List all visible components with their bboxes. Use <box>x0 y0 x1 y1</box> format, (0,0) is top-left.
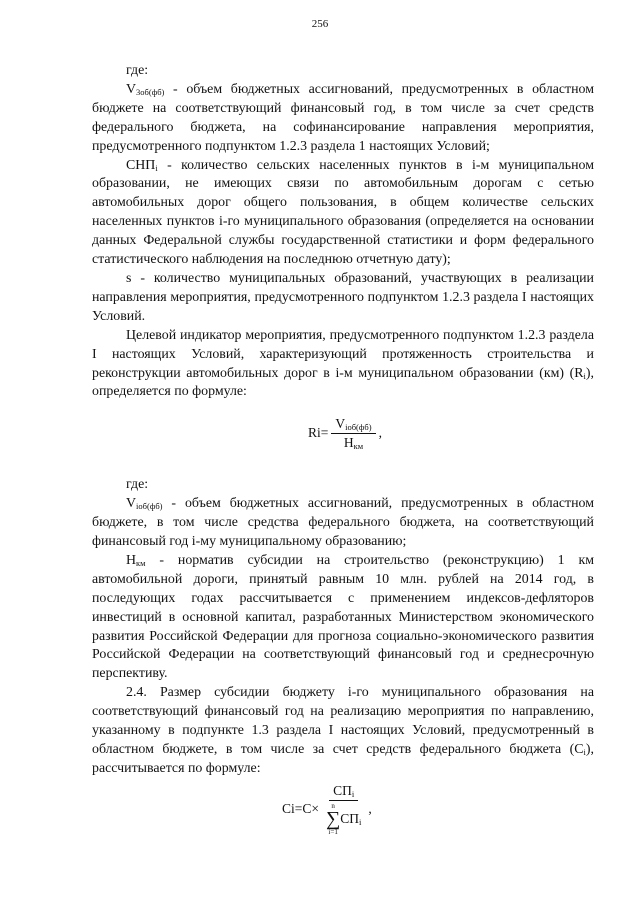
target-text-a: Целевой индикатор мероприятия, предусмотренного подпунктом 1.2.3 раздела I настоящих Условий, характеризующий протяженность строительства и реконструкции автомобильных дорог в i-м муниципальном образовании (км) (R <box>92 327 594 381</box>
formula-ci-den-sym: СП <box>340 810 360 826</box>
formula-ri-fraction <box>331 416 375 451</box>
definition-snp <box>92 157 594 270</box>
var-v3ob: V <box>126 81 137 97</box>
summation-icon <box>326 802 340 836</box>
formula-ri-num-sub: iоб(фб) <box>345 422 372 433</box>
formula-ci-block <box>92 779 594 853</box>
var-nkm-sub: км <box>136 557 146 568</box>
var-vi: V <box>126 496 137 512</box>
definition-vi <box>92 495 594 552</box>
sum-upper-limit: n <box>331 801 335 810</box>
sum-lower-limit: i=1 <box>328 827 338 836</box>
p24-sub: i <box>583 747 586 757</box>
formula-ri-numerator <box>331 416 375 434</box>
formula-ri-tail: , <box>378 425 382 441</box>
formula-ri-den-sym: Н <box>343 435 354 451</box>
target-sub: i <box>583 370 586 381</box>
definition-vi-text: - объем бюджетных ассигнований, предусмотренных в областном бюджете, в том числе средства федерального бюджета, на соответствующий финансовый год i-му муниципальному образованию; <box>92 496 594 550</box>
var-nkm: Н <box>126 552 137 568</box>
var-snp-sub: i <box>155 162 158 173</box>
definition-s: s - количество муниципальных образований, участвующих в реализации направления мероприятия, предусмотренного подпунктом 1.2.3 раздела I настоящих Условий. <box>92 270 594 324</box>
formula-ci-lhs: Ci=C× <box>282 800 319 816</box>
formula-ci-numerator <box>329 783 358 801</box>
var-vi-sub: iоб(фб) <box>136 501 163 512</box>
formula-ci-denominator <box>322 801 365 836</box>
var-snp: СНП <box>126 157 156 173</box>
p24-text-b: ), рассчитывается по формуле: <box>92 742 594 776</box>
formula-ri-block <box>92 402 594 476</box>
sum-symbol: ∑ <box>326 807 341 830</box>
definition-v3ob-text: - объем бюджетных ассигнований, предусмотренных в областном бюджете на соответствующий финансовый год, в том числе за счет средств федерального бюджета, на софинансирование направления мероприятия, предусмотренного подпунктом 1.2.3 раздела 1 настоящих Условий; <box>92 81 594 154</box>
page-number: 256 <box>311 18 329 30</box>
formula-ri-denominator <box>340 434 367 451</box>
where-label-2: где: <box>126 477 149 493</box>
formula-ri-num-sym: V <box>335 416 346 432</box>
definition-nkm <box>92 552 594 684</box>
paragraph-2-4 <box>92 684 594 779</box>
target-text-b: ), определяется по формуле: <box>92 365 594 400</box>
formula-ci-tail: , <box>368 800 372 816</box>
target-indicator-paragraph <box>92 327 594 403</box>
formula-ci-num-sym: СП <box>333 782 352 798</box>
definition-nkm-text: - норматив субсидии на строительство (реконструкцию) 1 км автомобильной дороги, принятый равным 10 млн. рублей на 2014 год, в последующих годах рассчитывается с применением индексов-дефляторов инвестиций в основной капитал, разработанных Министерством экономического развития Российской Федерации для прогноза социально-экономического развития Российской Федерации на соответствующий финансовый год и среднесрочную перспективу. <box>92 552 594 682</box>
definition-snp-text: - количество сельских населенных пунктов в i-м муниципальном образовании, не имеющих связи по автомобильным дорогам с сетью автомобильных дорог общего пользования, в общем количестве сельских населенных пунктов i-го муниципального образования (определяется на основании данных Федеральной службы государственной статистики и форм федерального статистического наблюдения на последнюю отчетную дату); <box>92 157 594 268</box>
where-label-1: где: <box>126 63 149 78</box>
p24-text-a: 2.4. Размер субсидии бюджету i-го муниципального образования на соответствующий финансовый год на реализацию мероприятия по направлению, указанному в подпункте 1.3 раздела I настоящих Условий, предусмотренный в областном бюджете, в том числе за счет средств федерального бюджета (С <box>92 685 594 757</box>
formula-ri-den-sub: км <box>353 441 364 452</box>
formula-ci-num-sub: i <box>351 788 355 799</box>
formula-ci-den-sub: i <box>359 816 362 827</box>
formula-ci <box>282 783 372 836</box>
document-body <box>92 62 594 853</box>
formula-ci-fraction <box>322 783 365 836</box>
definition-v3ob <box>92 81 594 157</box>
var-v3ob-sub: 3об(фб) <box>136 86 165 97</box>
formula-ri-lhs: Ri= <box>308 425 329 441</box>
formula-ri <box>308 416 382 451</box>
